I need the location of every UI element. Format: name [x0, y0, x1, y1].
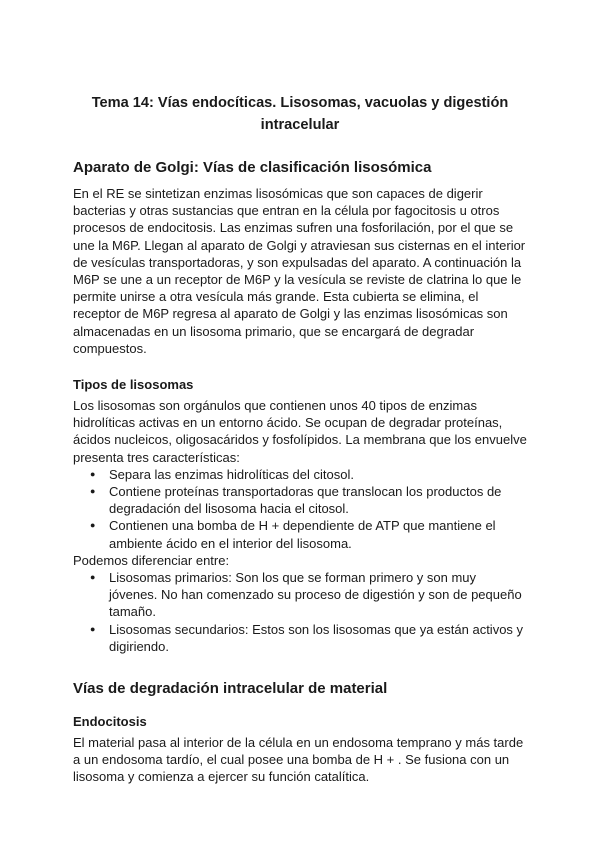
list-item: ● Lisosomas secundarios: Estos son los lisosomas que ya están activos y digiriendo.	[109, 621, 527, 655]
section-heading-golgi: Aparato de Golgi: Vías de clasificación lisosómica	[73, 159, 432, 176]
paragraph-golgi: En el RE se sintetizan enzimas lisosómicas que son capaces de digerir bacterias y otras sustancias que entran en la célula por fagocitosis u otros procesos de endocitosis. Las enzimas sufren una fosforilación, por el que se une la M6P. Llegan al aparato de Golgi y atraviesan sus cisternas en el interior de vesículas transportadoras, y son expulsadas del aparato. A continuación la M6P se une a un receptor de M6P y la vesícula se reviste de clatrina lo que le permite unirse a otra vesícula más grande. Esta cubierta se elimina, el receptor de M6P regresa al aparato de Golgi y las enzimas lisosómicas son almacenadas en un lisosoma primario, que se encargará de degradar compuestos.	[73, 186, 526, 356]
paragraph-endocitosis: El material pasa al interior de la célula en un endosoma temprano y más tarde a un endosoma tardío, el cual posee una bomba de H + . Se fusiona con un lisosoma y comienza a ejercer su función catalítica.	[73, 735, 524, 785]
lysosome-types-list	[73, 569, 527, 655]
list-item: ● Contienen una bomba de H + dependiente de ATP que mantiene el ambiente ácido en el interior del lisosoma.	[109, 517, 527, 551]
list-item: ● Separa las enzimas hidrolíticas del citosol.	[109, 466, 527, 483]
characteristics-list	[73, 466, 527, 552]
paragraph-tipos-lisosomas: Los lisosomas son orgánulos que contienen unos 40 tipos de enzimas hidrolíticas activas en un entorno ácido. Se ocupan de degradar proteínas, ácidos nucleicos, oligosacáridos y fosfolípidos. La membrana que los envuelve presenta tres características:	[73, 398, 527, 465]
document-title: Tema 14: Vías endocíticas. Lisosomas, vacuolas y digestión intracelular	[91, 95, 509, 133]
section-heading-vias: Vías de degradación intracelular de material	[73, 680, 388, 698]
list-item: ● Lisosomas primarios: Son los que se forman primero y son muy jóvenes. No han comenzado su proceso de digestión y son de pequeño tamaño.	[109, 569, 527, 621]
subheading-tipos-lisosomas: Tipos de lisosomas	[73, 377, 194, 393]
list-item: ● Contiene proteínas transportadoras que translocan los productos de degradación del lisosoma hacia el citosol.	[109, 483, 527, 517]
subheading-endocitosis: Endocitosis	[73, 714, 147, 730]
intro-lysosome-types: Podemos diferenciar entre:	[73, 552, 230, 568]
